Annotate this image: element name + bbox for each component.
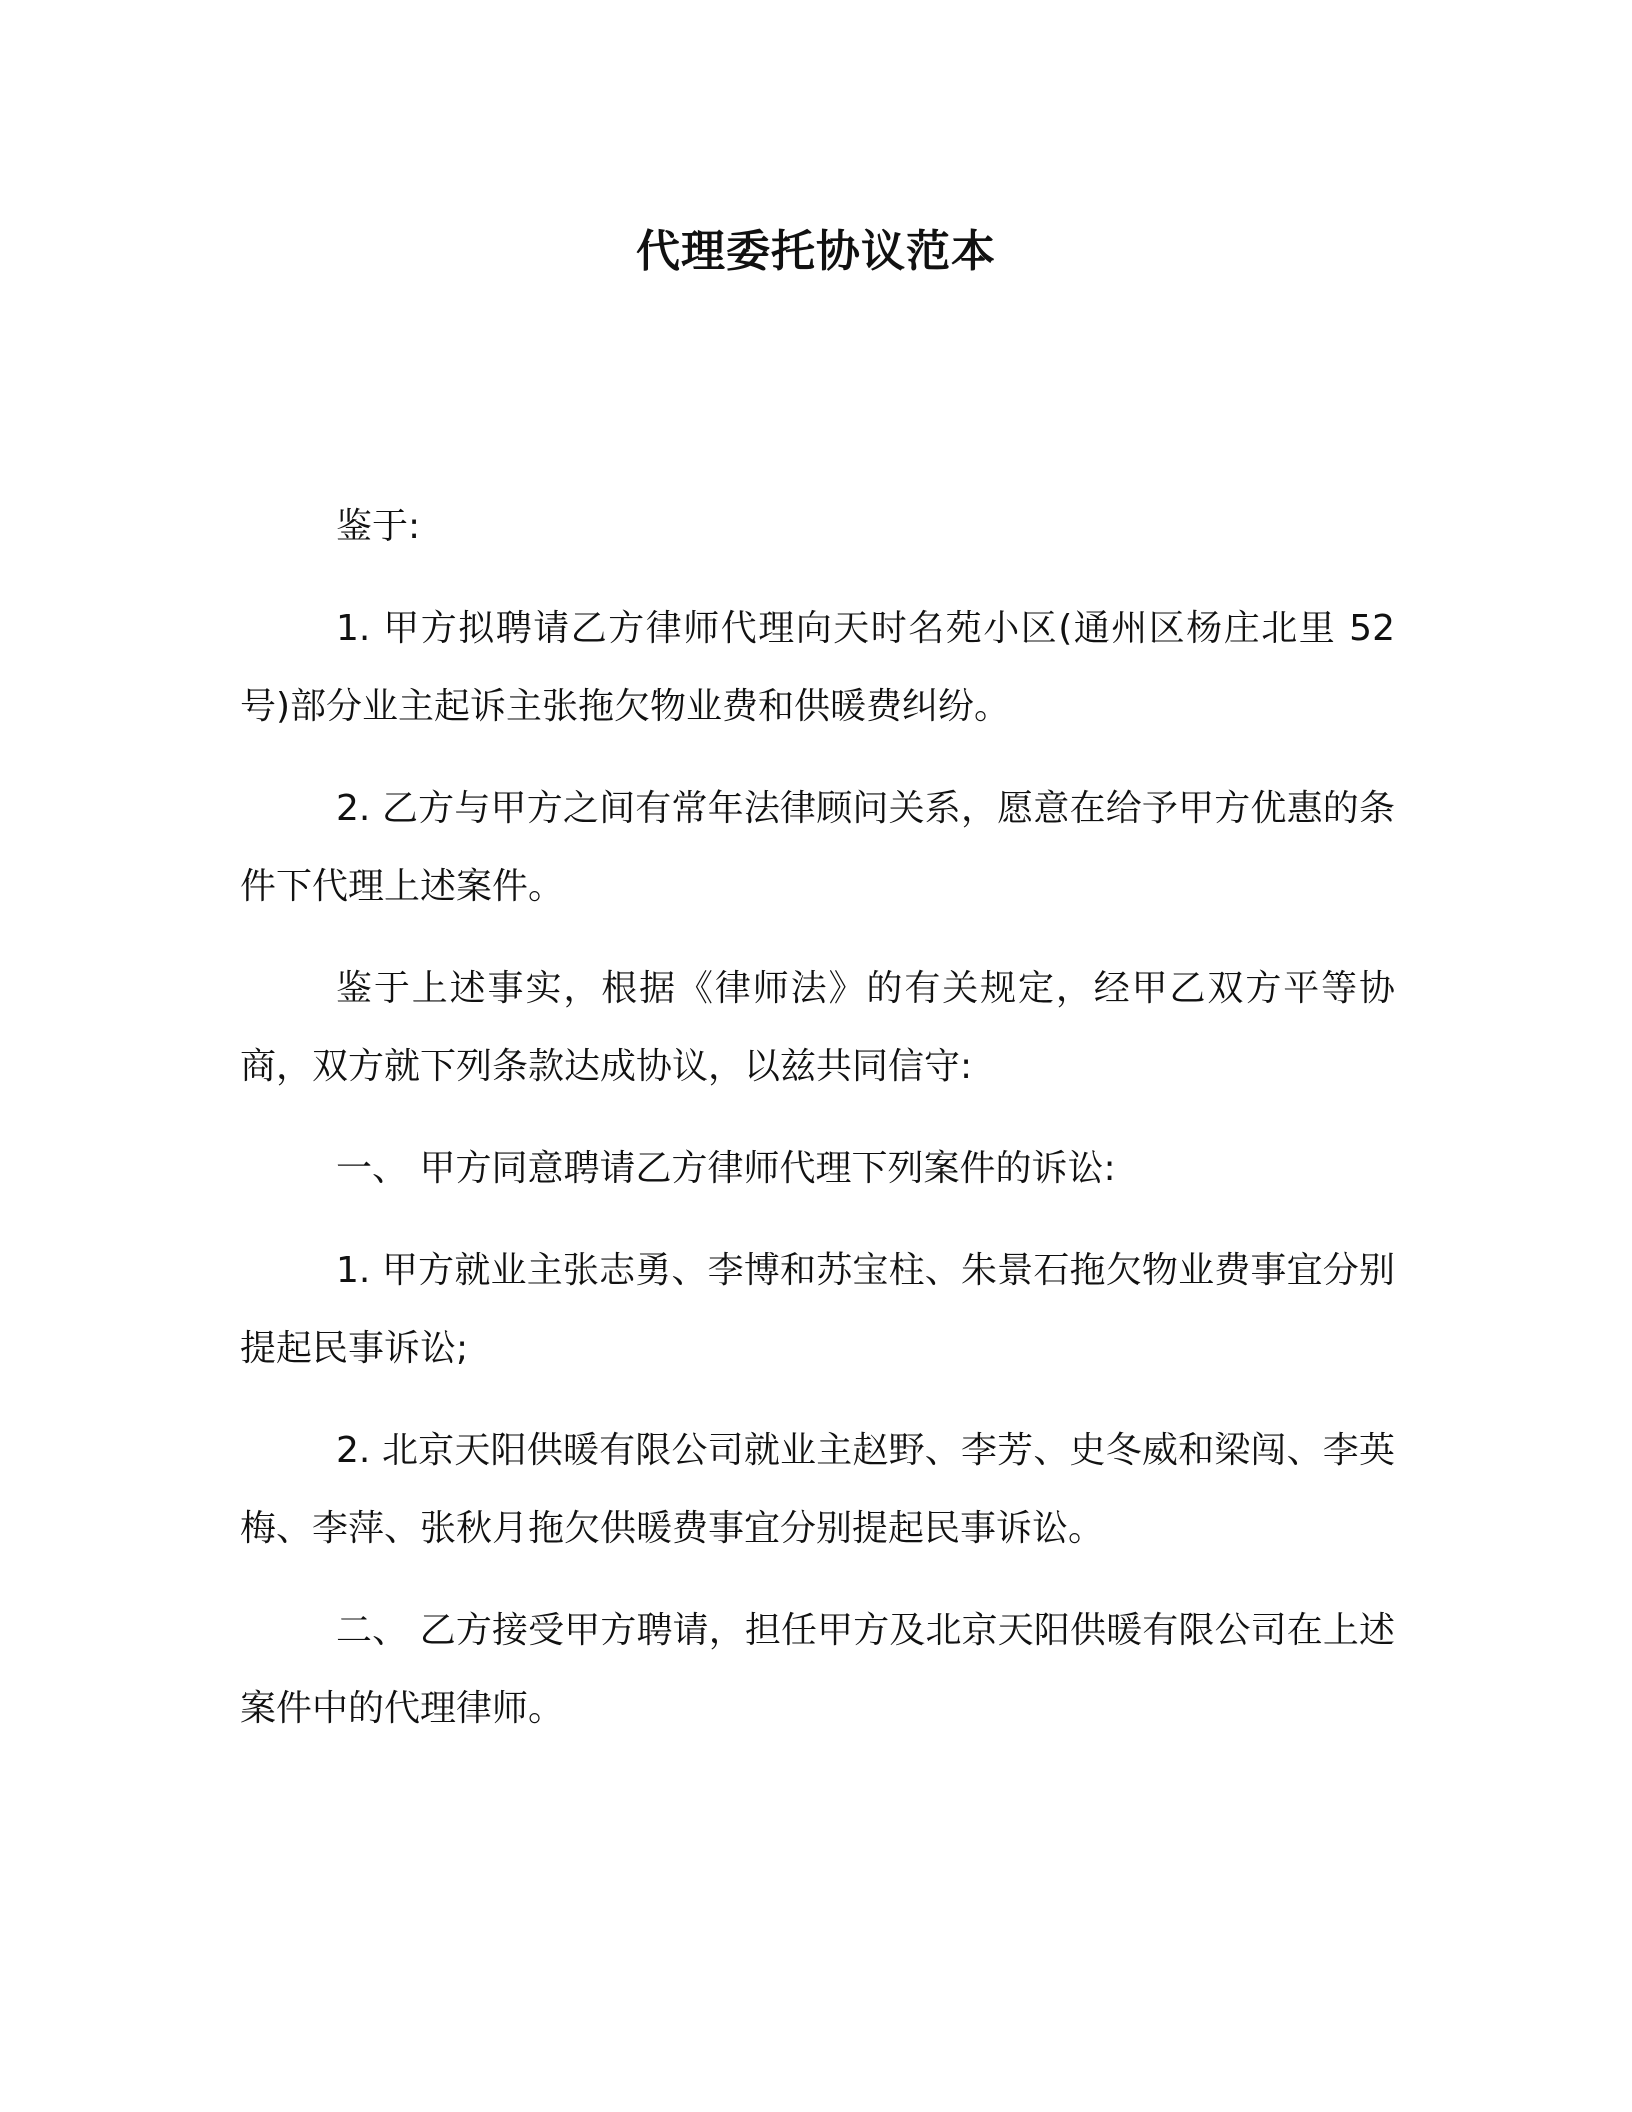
paragraph-article-1-item-1: 1. 甲方就业主张志勇、李博和苏宝柱、朱景石拖欠物业费事宜分别提起民事诉讼; bbox=[240, 1250, 1395, 1369]
paragraph-article-2: 二、 乙方接受甲方聘请，担任甲方及北京天阳供暖有限公司在上述案件中的代理律师。 bbox=[240, 1610, 1395, 1729]
paragraph-article-1-item-2: 2. 北京天阳供暖有限公司就业主赵野、李芳、史冬威和梁闯、李英梅、李萍、张秋月拖欠供暖费事宜分别提起民事诉讼。 bbox=[240, 1430, 1395, 1549]
paragraph-preamble: 鉴于上述事实，根据《律师法》的有关规定，经甲乙双方平等协商，双方就下列条款达成协议，以兹共同信守: bbox=[240, 968, 1395, 1087]
paragraph-whereas: 鉴于: bbox=[336, 506, 421, 547]
document-body bbox=[240, 488, 1395, 1772]
paragraph-recital-1: 1. 甲方拟聘请乙方律师代理向天时名苑小区(通州区杨庄北里 52号)部分业主起诉主张拖欠物业费和供暖费纠纷。 bbox=[240, 608, 1395, 727]
document-title: 代理委托协议范本 bbox=[636, 226, 996, 277]
paragraph-recital-2: 2. 乙方与甲方之间有常年法律顾问关系，愿意在给予甲方优惠的条件下代理上述案件。 bbox=[240, 788, 1395, 907]
paragraph-article-1: 一、 甲方同意聘请乙方律师代理下列案件的诉讼: bbox=[336, 1148, 1116, 1189]
